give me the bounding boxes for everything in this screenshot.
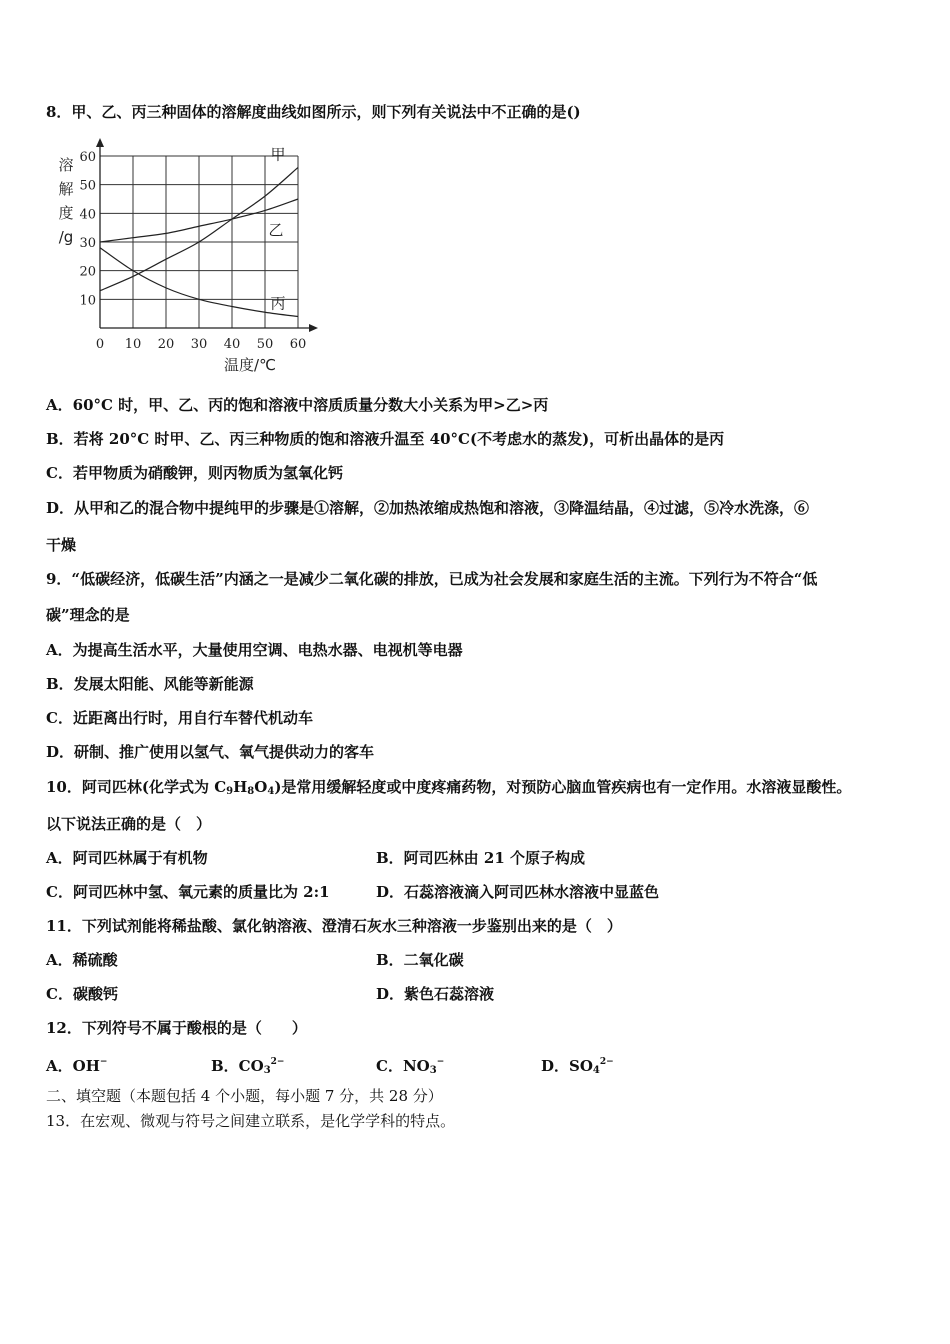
formula-o: O — [254, 778, 268, 796]
y-tick-label: 50 — [79, 178, 96, 194]
q8-stem: 8．甲、乙、丙三种固体的溶解度曲线如图所示，则下列有关说法中不正确的是() — [46, 103, 581, 121]
formula-sub-c: 9 — [226, 786, 234, 797]
q9-option-a: A．为提高生活水平，大量使用空调、电热水器、电视机等电器 — [46, 641, 463, 659]
q12-c-charge: − — [436, 1057, 445, 1067]
x-tick-label: 60 — [289, 337, 307, 352]
q10-stem-b: )是常用缓解轻度或中度疼痛药物，对预防心脑血管疾病也有一定作用。水溶液显酸性。 — [274, 778, 852, 796]
y-axis-label-char: /g — [58, 228, 74, 246]
q12-d-charge: 2− — [599, 1057, 614, 1067]
q10-option-c: C．阿司匹林中氢、氧元素的质量比为 2:1 — [46, 883, 330, 901]
y-tick-label: 10 — [79, 293, 96, 309]
x-axis-label: 温度/℃ — [224, 356, 276, 374]
q12-b-text: B．CO — [211, 1057, 264, 1075]
q12-b-sub: 3 — [263, 1065, 271, 1076]
q8-option-a: A．60°C 时，甲、乙、丙的饱和溶液中溶质质量分数大小关系为甲>乙>丙 — [46, 396, 549, 414]
y-tick-label: 20 — [79, 264, 96, 280]
q10-option-a: A．阿司匹林属于有机物 — [46, 849, 208, 867]
x-tick-label: 10 — [124, 337, 142, 352]
solubility-chart — [44, 138, 324, 378]
q8-option-d: D．从甲和乙的混合物中提纯甲的步骤是①溶解，②加热浓缩成热饱和溶液，③降温结晶，④过滤，⑤冷水洗涤，⑥ — [46, 499, 810, 517]
formula-sub-o: 4 — [267, 786, 275, 797]
q9-stem-cont: 碳”理念的是 — [46, 606, 130, 624]
q11-stem: 11．下列试剂能将稀盐酸、氯化钠溶液、澄清石灰水三种溶液一步鉴别出来的是（ ） — [46, 917, 622, 935]
y-axis-arrow — [96, 138, 104, 147]
q12-option-a — [46, 1052, 107, 1076]
q12-stem: 12．下列符号不属于酸根的是（ ） — [46, 1019, 307, 1037]
curve-label: 乙 — [268, 221, 284, 239]
q12-a-charge: − — [99, 1057, 108, 1067]
q10-stem-cont: 以下说法正确的是（ ） — [46, 815, 212, 833]
q8-option-b: B．若将 20°C 时甲、乙、丙三种物质的饱和溶液升温至 40°C(不考虑水的蒸发)，可析出晶体的是丙 — [46, 430, 725, 448]
y-axis-label-char: 解 — [58, 180, 74, 198]
q10-option-d: D．石蕊溶液滴入阿司匹林水溶液中显蓝色 — [376, 883, 660, 901]
q12-option-c — [376, 1052, 444, 1081]
x-tick-label: 50 — [256, 337, 274, 352]
curve-label: 丙 — [270, 294, 286, 313]
x-tick-label: 20 — [157, 337, 175, 352]
y-tick-label: 60 — [79, 150, 96, 165]
q9-option-c: C．近距离出行时，用自行车替代机动车 — [46, 709, 313, 727]
curve-label: 甲 — [270, 145, 286, 164]
q12-c-text: C．NO — [376, 1057, 430, 1075]
x-tick-label: 0 — [95, 337, 105, 352]
x-tick-label: 40 — [223, 337, 241, 352]
q12-option-d — [541, 1052, 614, 1081]
section-heading: 二、填空题（本题包括 4 个小题，每小题 7 分，共 28 分） — [46, 1087, 443, 1105]
x-tick-label: 30 — [190, 337, 208, 352]
y-tick-label: 30 — [79, 236, 96, 251]
q10-option-b: B．阿司匹林由 21 个原子构成 — [376, 849, 585, 867]
q12-option-b — [211, 1052, 284, 1081]
q12-d-sub: 4 — [592, 1065, 600, 1076]
q9-option-d: D．研制、推广使用以氢气、氧气提供动力的客车 — [46, 743, 375, 761]
formula-sub-h: 8 — [247, 786, 255, 797]
q11-option-c: C．碳酸钙 — [46, 985, 118, 1003]
q12-d-text: D．SO — [541, 1057, 593, 1075]
q11-option-b: B．二氧化碳 — [376, 951, 464, 969]
q11-option-d: D．紫色石蕊溶液 — [376, 985, 495, 1003]
q9-option-b: B．发展太阳能、风能等新能源 — [46, 675, 254, 693]
q12-b-charge: 2− — [270, 1057, 285, 1067]
q10-stem — [46, 777, 851, 802]
q10-stem-a: 10．阿司匹林(化学式为 C — [46, 778, 227, 796]
q9-stem: 9．“低碳经济，低碳生活”内涵之一是减少二氧化碳的排放，已成为社会发展和家庭生活的主流。下列行为不符合“低 — [46, 570, 818, 588]
x-axis-arrow — [309, 324, 318, 332]
chart-labels — [58, 145, 306, 374]
q8-option-c: C．若甲物质为硝酸钾，则丙物质为氢氧化钙 — [46, 464, 343, 482]
q11-option-a: A．稀硫酸 — [46, 951, 118, 969]
y-tick-label: 40 — [79, 207, 96, 223]
q12-c-sub: 3 — [429, 1065, 437, 1076]
y-axis-label-char: 度 — [58, 204, 74, 222]
formula-h: H — [233, 778, 248, 796]
q12-a-text: A．OH — [46, 1057, 100, 1075]
q8-option-d-cont: 干燥 — [46, 536, 77, 554]
q13-stem: 13．在宏观、微观与符号之间建立联系，是化学学科的特点。 — [46, 1112, 456, 1130]
y-axis-label-char: 溶 — [58, 156, 74, 174]
